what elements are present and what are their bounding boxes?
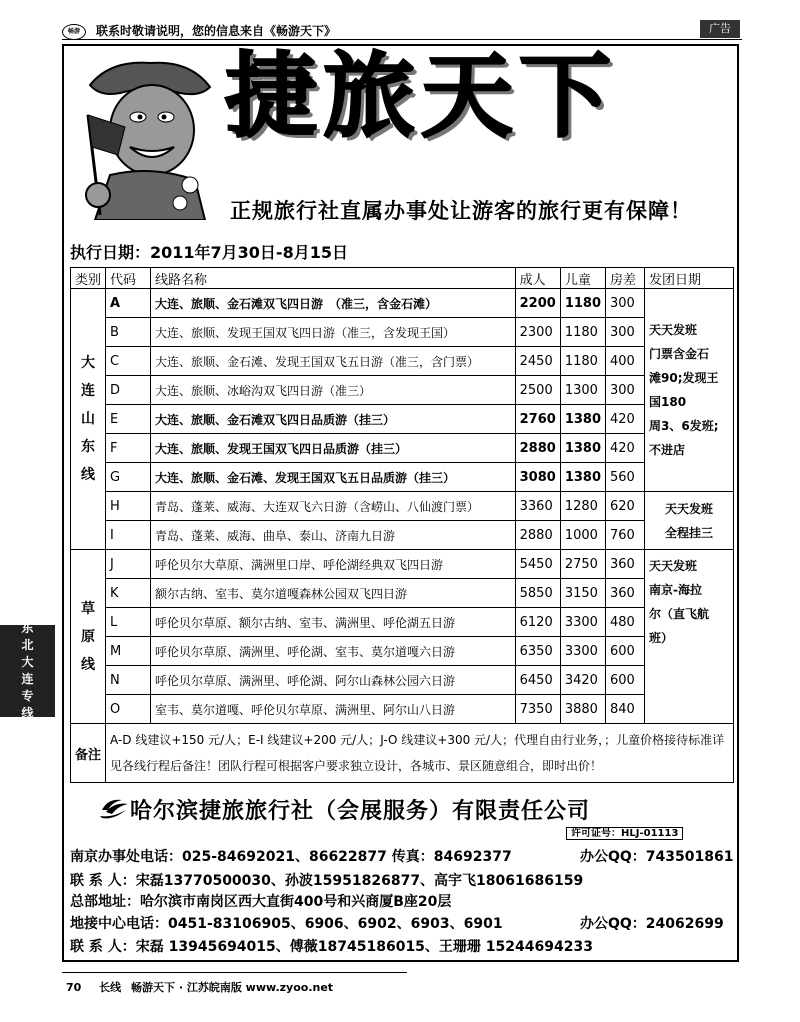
nanjing-office-qq: 办公QQ：743501861 — [580, 849, 734, 865]
table-row: N 呼伦贝尔草原、满洲里、呼伦湖、阿尔山森林公园六日游 6450 3420 600 — [71, 666, 734, 695]
header-divider — [62, 39, 742, 40]
remarks-text: A-D 线建议+150 元/人；E-I 线建议+200 元/人；J-O 线建议+300 元/人；代理自由行业务，；儿童价格接待标准详见各线行程后备注！团队行程可根据客户要求独立设计，各城市、景区随意组合，即时出价！ — [106, 724, 734, 783]
table-row: D 大连、旅顺、冰峪沟双飞四日游（准三） 2500 1300 300 — [71, 376, 734, 405]
company-logo-icon — [98, 796, 130, 820]
publication-name: 畅游天下 · 江苏皖南版 www.zyoo.net — [131, 981, 334, 994]
table-header-row — [71, 268, 734, 289]
col-header-room: 房差 — [606, 268, 645, 289]
category-grassland: 草 原 线 — [71, 550, 106, 724]
section-label: 长线 — [99, 981, 122, 994]
hero-slogan: 正规旅行社直属办事处让游客的旅行更有保障！ — [230, 199, 692, 223]
headquarters-address: 总部地址：哈尔滨市南岗区西大直街400号和兴商厦B座20层 — [70, 894, 452, 910]
header-note: 联系时敬请说明，您的信息来自《畅游天下》 — [96, 24, 337, 38]
col-header-route: 线路名称 — [151, 268, 516, 289]
table-row: L 呼伦贝尔草原、额尔古纳、室韦、满洲里、呼伦湖五日游 6120 3300 480 — [71, 608, 734, 637]
remarks-label: 备注 — [71, 724, 106, 783]
table-row: M 呼伦贝尔草原、满洲里、呼伦湖、室韦、莫尔道嘎六日游 6350 3300 600 — [71, 637, 734, 666]
table-row: 大 连 山 东 线 A 大连、旅顺、金石滩双飞四日游 （准三，含金石滩） 2200 1180 300 天天发班 门票含金石 滩90;发现王 国180 周3、6发班; 不进店 — [71, 289, 734, 318]
departure-note-c: 天天发班 南京-海拉 尔（直飞航 班） — [645, 550, 734, 724]
table-row: O 室韦、莫尔道嘎、呼伦贝尔草原、满洲里、阿尔山八日游 7350 3880 840 — [71, 695, 734, 724]
table-row: K 额尔古纳、室韦、莫尔道嘎森林公园双飞四日游 5850 3150 360 — [71, 579, 734, 608]
page-number: 70 — [66, 981, 82, 994]
table-row: G 大连、旅顺、金石滩、发现王国双飞五日品质游（挂三） 3080 1380 560 — [71, 463, 734, 492]
company-name: 哈尔滨捷旅旅行社（会展服务）有限责任公司 — [130, 799, 591, 824]
ad-tag: 广告 — [700, 20, 740, 38]
local-center-phone: 地接中心电话：0451-83106905、6906、6902、6903、6901 — [70, 916, 503, 932]
table-row: I 青岛、蓬莱、威海、曲阜、泰山、济南九日游 2880 1000 760 — [71, 521, 734, 550]
top-bar — [0, 0, 800, 40]
local-contact-people: 联 系 人：宋磊 13945694015、傅薇18745186015、王珊珊 15244694233 — [70, 939, 593, 955]
table-row: F 大连、旅顺、发现王国双飞四日品质游（挂三） 2880 1380 420 — [71, 434, 734, 463]
footer-divider — [62, 972, 407, 973]
section-side-tab: 东 北 大 连 专 线 — [0, 625, 55, 717]
col-header-adult: 成人 — [515, 268, 560, 289]
departure-note-a: 天天发班 门票含金石 滩90;发现王 国180 周3、6发班; 不进店 — [645, 289, 734, 492]
mascot-caricature — [70, 55, 220, 220]
table-row: B 大连、旅顺、发现王国双飞四日游（准三，含发现王国） 2300 1180 300 — [71, 318, 734, 347]
remarks-row — [71, 724, 734, 783]
category-dalian-shandong: 大 连 山 东 线 — [71, 289, 106, 550]
license-number: 许可证号：HLJ-01113 — [566, 824, 683, 839]
local-center-qq: 办公QQ：24062699 — [580, 916, 724, 932]
schedule-dates: 执行日期：2011年7月30日-8月15日 — [70, 243, 348, 262]
col-header-category: 类别 — [71, 268, 106, 289]
departure-note-b: 天天发班 全程挂三 — [645, 492, 734, 550]
table-row: E 大连、旅顺、金石滩双飞四日品质游（挂三） 2760 1380 420 — [71, 405, 734, 434]
nanjing-contact-people: 联 系 人：宋磊13770500030、孙波15951826877、高宇飞18061686159 — [70, 873, 584, 889]
col-header-departure: 发团日期 — [645, 268, 734, 289]
table-row: 草 原 线 J 呼伦贝尔大草原、满洲里口岸、呼伦湖经典双飞四日游 5450 2750 360 天天发班 南京-海拉 尔（直飞航 班） — [71, 550, 734, 579]
nanjing-office-phone: 南京办事处电话：025-84692021、86622877 传真：84692377 — [70, 849, 512, 865]
col-header-child: 儿童 — [560, 268, 605, 289]
col-header-code: 代码 — [106, 268, 151, 289]
table-row: H 青岛、蓬莱、威海、大连双飞六日游（含崂山、八仙渡门票） 3360 1280 620 天天发班 全程挂三 — [71, 492, 734, 521]
table-row: C 大连、旅顺、金石滩、发现王国双飞五日游（准三，含门票） 2450 1180 400 — [71, 347, 734, 376]
page-footer — [66, 979, 333, 995]
routes-table — [70, 267, 734, 783]
hero-title: 捷旅天下 — [225, 42, 618, 150]
magazine-logo: 畅游 — [62, 24, 86, 40]
